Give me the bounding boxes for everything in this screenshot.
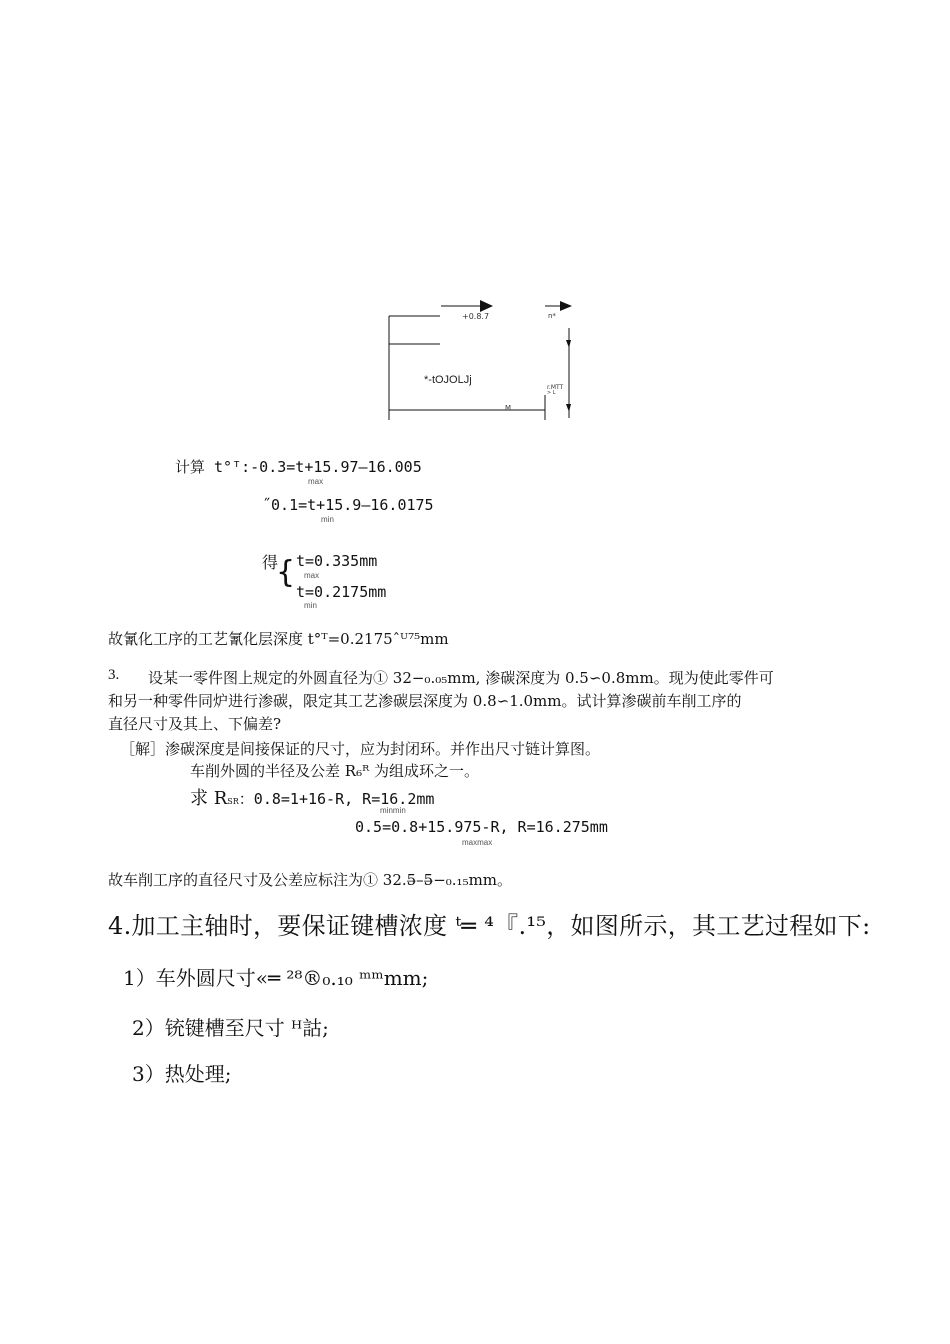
problem4-step-3: 3）热处理; (132, 1062, 232, 1086)
problem3-line-2: 和另一种零件同炉进行渗碳，限定其工艺渗碳层深度为 0.8∽1.0mm。试计算渗碳前车削工序的 (108, 692, 742, 710)
problem3-solution-2: 车削外圆的半径及公差 R₆ᴿ 为组成环之一。 (190, 762, 479, 780)
eq1-rest: ：0.8=1+16-R, R=16.2mm (238, 790, 435, 808)
problem4-title: 4.加工主轴时，要保证键槽浓度 ᵗ═ ⁴『.¹⁵，如图所示，其工艺过程如下: (108, 912, 871, 940)
dimension-chain-figure (0, 0, 950, 440)
calc-result-1: t=0.335mm (296, 552, 378, 570)
calc-sub-min-1: min (321, 515, 334, 524)
problem3-line-3: 直径尺寸及其上、下偏差? (108, 715, 282, 733)
calc-sub-max-1: max (308, 477, 324, 486)
fig-label-inner: *-tOJOLJj (424, 374, 472, 386)
problem3-conclusion: 故车削工序的直径尺寸及公差应标注为① 32.5̶–5̶−₀.₁₅mm。 (108, 871, 513, 889)
calc-conclusion: 故氰化工序的工艺氰化层深度 t°ᵀ=0.2175ˆᵁ⁷⁵mm (108, 630, 449, 648)
problem3-number: 3. (108, 667, 120, 683)
calc-sub-min-2: min (304, 601, 317, 610)
arrow-top-left (480, 300, 493, 312)
fig-label-small-right: r.MTT (547, 384, 564, 391)
problem3-line-1: 设某一零件图上规定的外圆直径为① 32−₀.₀₅mm, 渗碳深度为 0.5∽0.8mm。现为使此零件可 (148, 669, 774, 687)
calc-de: 得 (262, 553, 279, 572)
problem4-step-2: 2）铳键槽至尺寸 ᴴ詁; (132, 1016, 329, 1040)
eq1-prefix: 求 R (190, 788, 228, 809)
eq2-maxmax: maxmax (462, 838, 493, 847)
calc-brace: { (276, 555, 296, 590)
fig-label-bottom: M (505, 404, 512, 412)
problem3-solution: ［解］渗碳深度是间接保证的尺寸，应为封闭环。并作出尺寸链计算图。 (120, 740, 601, 758)
calc-line-1: 计算 t°ᵀ:-0.3=t+15.97—16.005 (175, 458, 422, 476)
calc-line-2: ˝0.1=t+15.9—16.0175 (262, 496, 434, 514)
fig-label-small-right2: > L (547, 390, 556, 396)
arrow-top-right (560, 301, 572, 311)
calc-sub-max-2: max (304, 571, 320, 580)
fig-label-top-right: n* (548, 312, 556, 320)
eq1-minmin: minmin (380, 806, 406, 815)
fig-label-top: +0.8.7 (462, 312, 490, 321)
eq1-sub: SR (227, 797, 239, 806)
problem3-eq2: 0.5=0.8+15.975-R, R=16.275mm (355, 818, 608, 836)
problem4-step-1: 1）车外圆尺寸«═ ²⁸®₀.₁₀ ᵐᵐmm; (123, 966, 429, 990)
calc-result-2: t=0.2175mm (296, 583, 387, 601)
